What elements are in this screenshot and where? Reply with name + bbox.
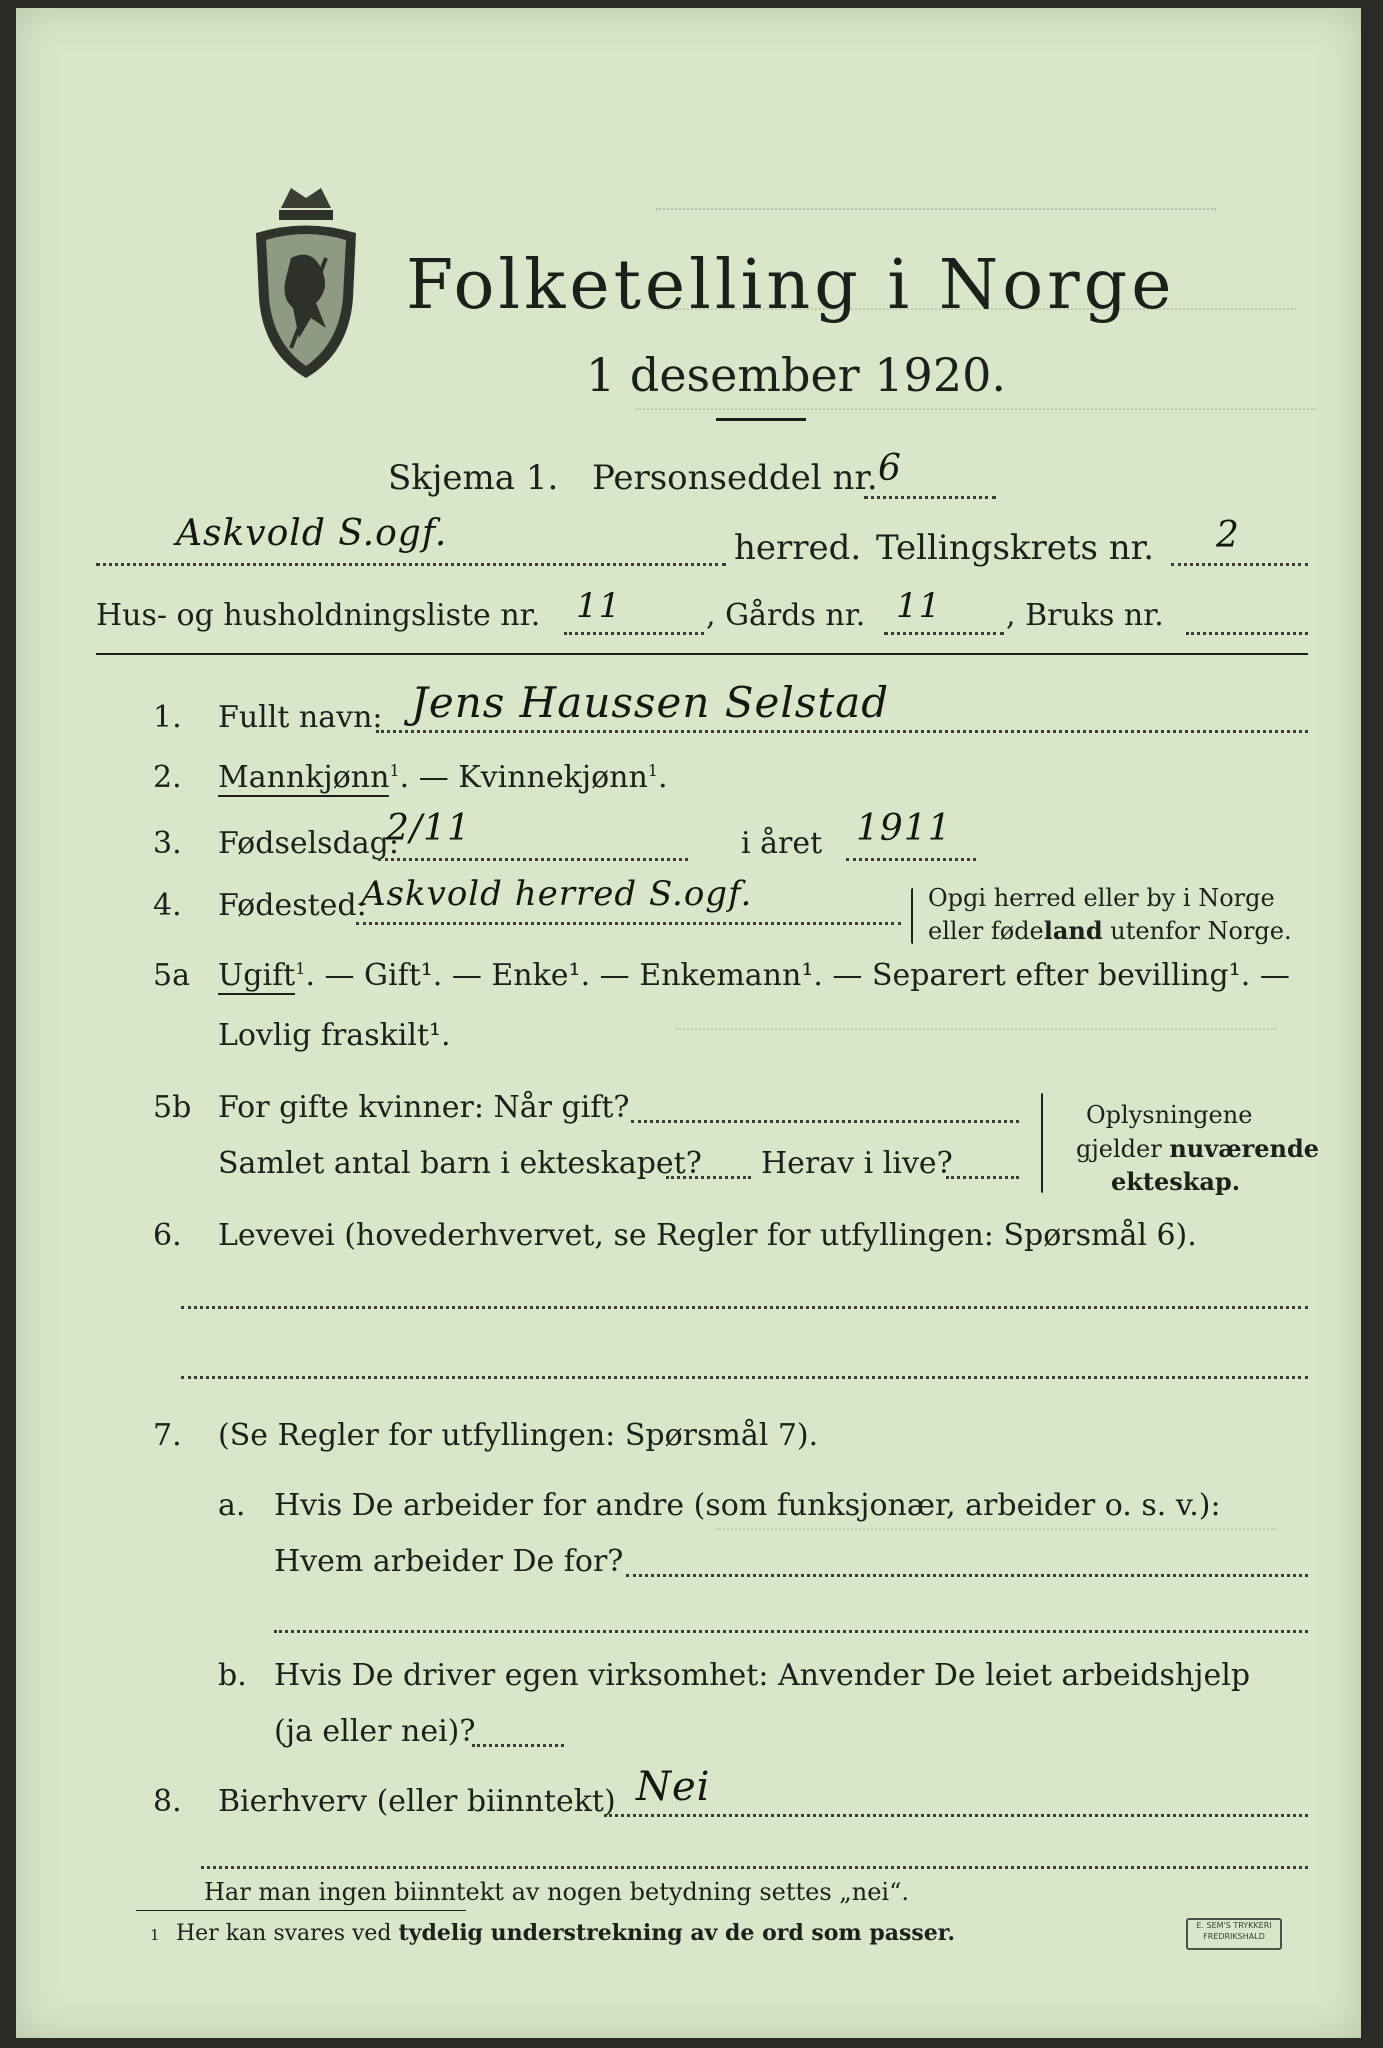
herred-field[interactable] xyxy=(96,563,726,566)
birthday-field[interactable] xyxy=(378,858,688,861)
q5b-line2: Samlet antal barn i ekteskapet? xyxy=(218,1146,702,1181)
q7b-line1: Hvis De driver egen virksomhet: Anvender De leiet arbeidshjelp xyxy=(274,1658,1251,1693)
hired-help-field[interactable] xyxy=(472,1744,564,1747)
q4-brace xyxy=(911,888,913,944)
q5a-number: 5a xyxy=(153,958,190,993)
q7a-line1: Hvis De arbeider for andre (som funksjonær, arbeider o. s. v.): xyxy=(274,1488,1221,1523)
q2-number: 2. xyxy=(153,760,182,795)
hus-label: Hus- og husholdningsliste nr. xyxy=(96,598,541,633)
q4-note-line1: Opgi herred eller by i Norge xyxy=(928,884,1275,912)
birthday-value: 2/11 xyxy=(386,808,471,849)
marital-status-options: Ugift$^1$. — Gift¹. — Enke¹. — Enkemann¹. — Separert efter bevilling¹. — xyxy=(218,958,1290,993)
q5b-brace xyxy=(1041,1093,1043,1193)
q3-number: 3. xyxy=(153,826,182,861)
tellingskrets-value: 2 xyxy=(1216,515,1240,556)
form-date: 1 desember 1920. xyxy=(586,348,1006,402)
q7-label: (Se Regler for utfyllingen: Spørsmål 7). xyxy=(218,1418,819,1453)
q2-options: Mannkjønn$^1$. — Kvinnekjønn$^1$. xyxy=(218,760,668,795)
occupation-field-1[interactable] xyxy=(181,1306,1308,1309)
personseddel-field[interactable] xyxy=(864,496,996,499)
side-income-field[interactable] xyxy=(604,1814,1308,1817)
male-option[interactable]: Mannkjønn xyxy=(218,760,390,795)
footer-note: Har man ingen biinntekt av nogen betydning settes „nei“. xyxy=(204,1878,909,1906)
q1-label: Fullt navn: xyxy=(218,700,383,735)
printer-stamp: E. SEM'S TRYKKERI FREDRIKSHALD xyxy=(1186,1918,1282,1950)
full-name-field[interactable] xyxy=(376,730,1308,733)
employer-field-1[interactable] xyxy=(626,1574,1308,1577)
q4-label: Fødested: xyxy=(218,888,367,923)
gards-label: , Gårds nr. xyxy=(706,598,866,633)
hus-field[interactable] xyxy=(564,632,704,635)
q3-year-label: i året xyxy=(741,826,823,861)
q8-label: Bierhverv (eller biinntekt) xyxy=(218,1784,616,1819)
q4-number: 4. xyxy=(153,888,182,923)
herred-value: Askvold S.ogf. xyxy=(176,513,448,554)
birthplace-field[interactable] xyxy=(356,922,901,925)
tellingskrets-field[interactable] xyxy=(1171,563,1308,566)
q3-label: Fødselsdag: xyxy=(218,826,399,861)
title-divider xyxy=(716,418,806,421)
gards-value: 11 xyxy=(896,586,942,626)
lovlig-fraskilt-option[interactable]: Lovlig fraskilt¹. xyxy=(218,1018,451,1053)
children-count-field[interactable] xyxy=(666,1176,751,1179)
bruks-field[interactable] xyxy=(1186,632,1308,635)
q5b-note-line2: gjelder nuværende xyxy=(1076,1134,1320,1163)
header-divider xyxy=(96,653,1308,655)
tellingskrets-label: Tellingskrets nr. xyxy=(876,528,1155,568)
when-married-field[interactable] xyxy=(631,1120,1019,1123)
norway-coat-of-arms-icon xyxy=(241,178,371,388)
q1-number: 1. xyxy=(153,700,182,735)
birth-year-field[interactable] xyxy=(846,858,976,861)
q7a-line2: Hvem arbeider De for? xyxy=(274,1544,624,1579)
footnote-number: 1 xyxy=(150,1926,160,1944)
footnote-divider xyxy=(136,1910,466,1911)
q8-number: 8. xyxy=(153,1784,182,1819)
census-form-sheet xyxy=(16,8,1361,2038)
skjema-label: Skjema 1. xyxy=(388,458,559,498)
q5b-note-line1: Oplysningene xyxy=(1086,1101,1253,1129)
ugift-option[interactable]: Ugift xyxy=(218,958,296,993)
q7-number: 7. xyxy=(153,1418,182,1453)
employer-field-2[interactable] xyxy=(274,1630,1308,1633)
full-name-value: Jens Haussen Selstad xyxy=(411,678,890,727)
q7a-number: a. xyxy=(218,1488,246,1523)
q6-label: Levevei (hovederhvervet, se Regler for utfyllingen: Spørsmål 6). xyxy=(218,1218,1197,1253)
gards-field[interactable] xyxy=(884,632,1004,635)
q5b-number: 5b xyxy=(153,1090,192,1125)
side-income-value: Nei xyxy=(636,1764,711,1810)
birthplace-value: Askvold herred S.ogf. xyxy=(361,874,753,914)
female-option[interactable]: Kvinnekjønn xyxy=(458,760,648,795)
q5b-line1: For gifte kvinner: Når gift? xyxy=(218,1090,630,1125)
form-title: Folketelling i Norge xyxy=(406,246,1176,325)
herred-label: herred. xyxy=(734,528,862,568)
q5b-note-line3: ekteskap. xyxy=(1111,1167,1241,1196)
personseddel-label: Personseddel nr. xyxy=(592,458,878,498)
occupation-field-2[interactable] xyxy=(181,1376,1308,1379)
birth-year-value: 1911 xyxy=(856,808,952,849)
q4-note-line2: eller fødeland utenfor Norge. xyxy=(928,916,1292,945)
children-alive-field[interactable] xyxy=(946,1176,1019,1179)
q7b-number: b. xyxy=(218,1658,247,1693)
hus-value: 11 xyxy=(576,586,622,626)
q5b-heravlive-label: Herav i live? xyxy=(761,1146,953,1181)
bruks-label: , Bruks nr. xyxy=(1006,598,1164,633)
footnote-text: Her kan svares ved tydelig understrekning av de ord som passer. xyxy=(176,1920,956,1946)
q7b-line2: (ja eller nei)? xyxy=(274,1714,476,1749)
personseddel-value: 6 xyxy=(878,448,902,489)
side-income-field-2[interactable] xyxy=(201,1866,1308,1869)
q6-number: 6. xyxy=(153,1218,182,1253)
